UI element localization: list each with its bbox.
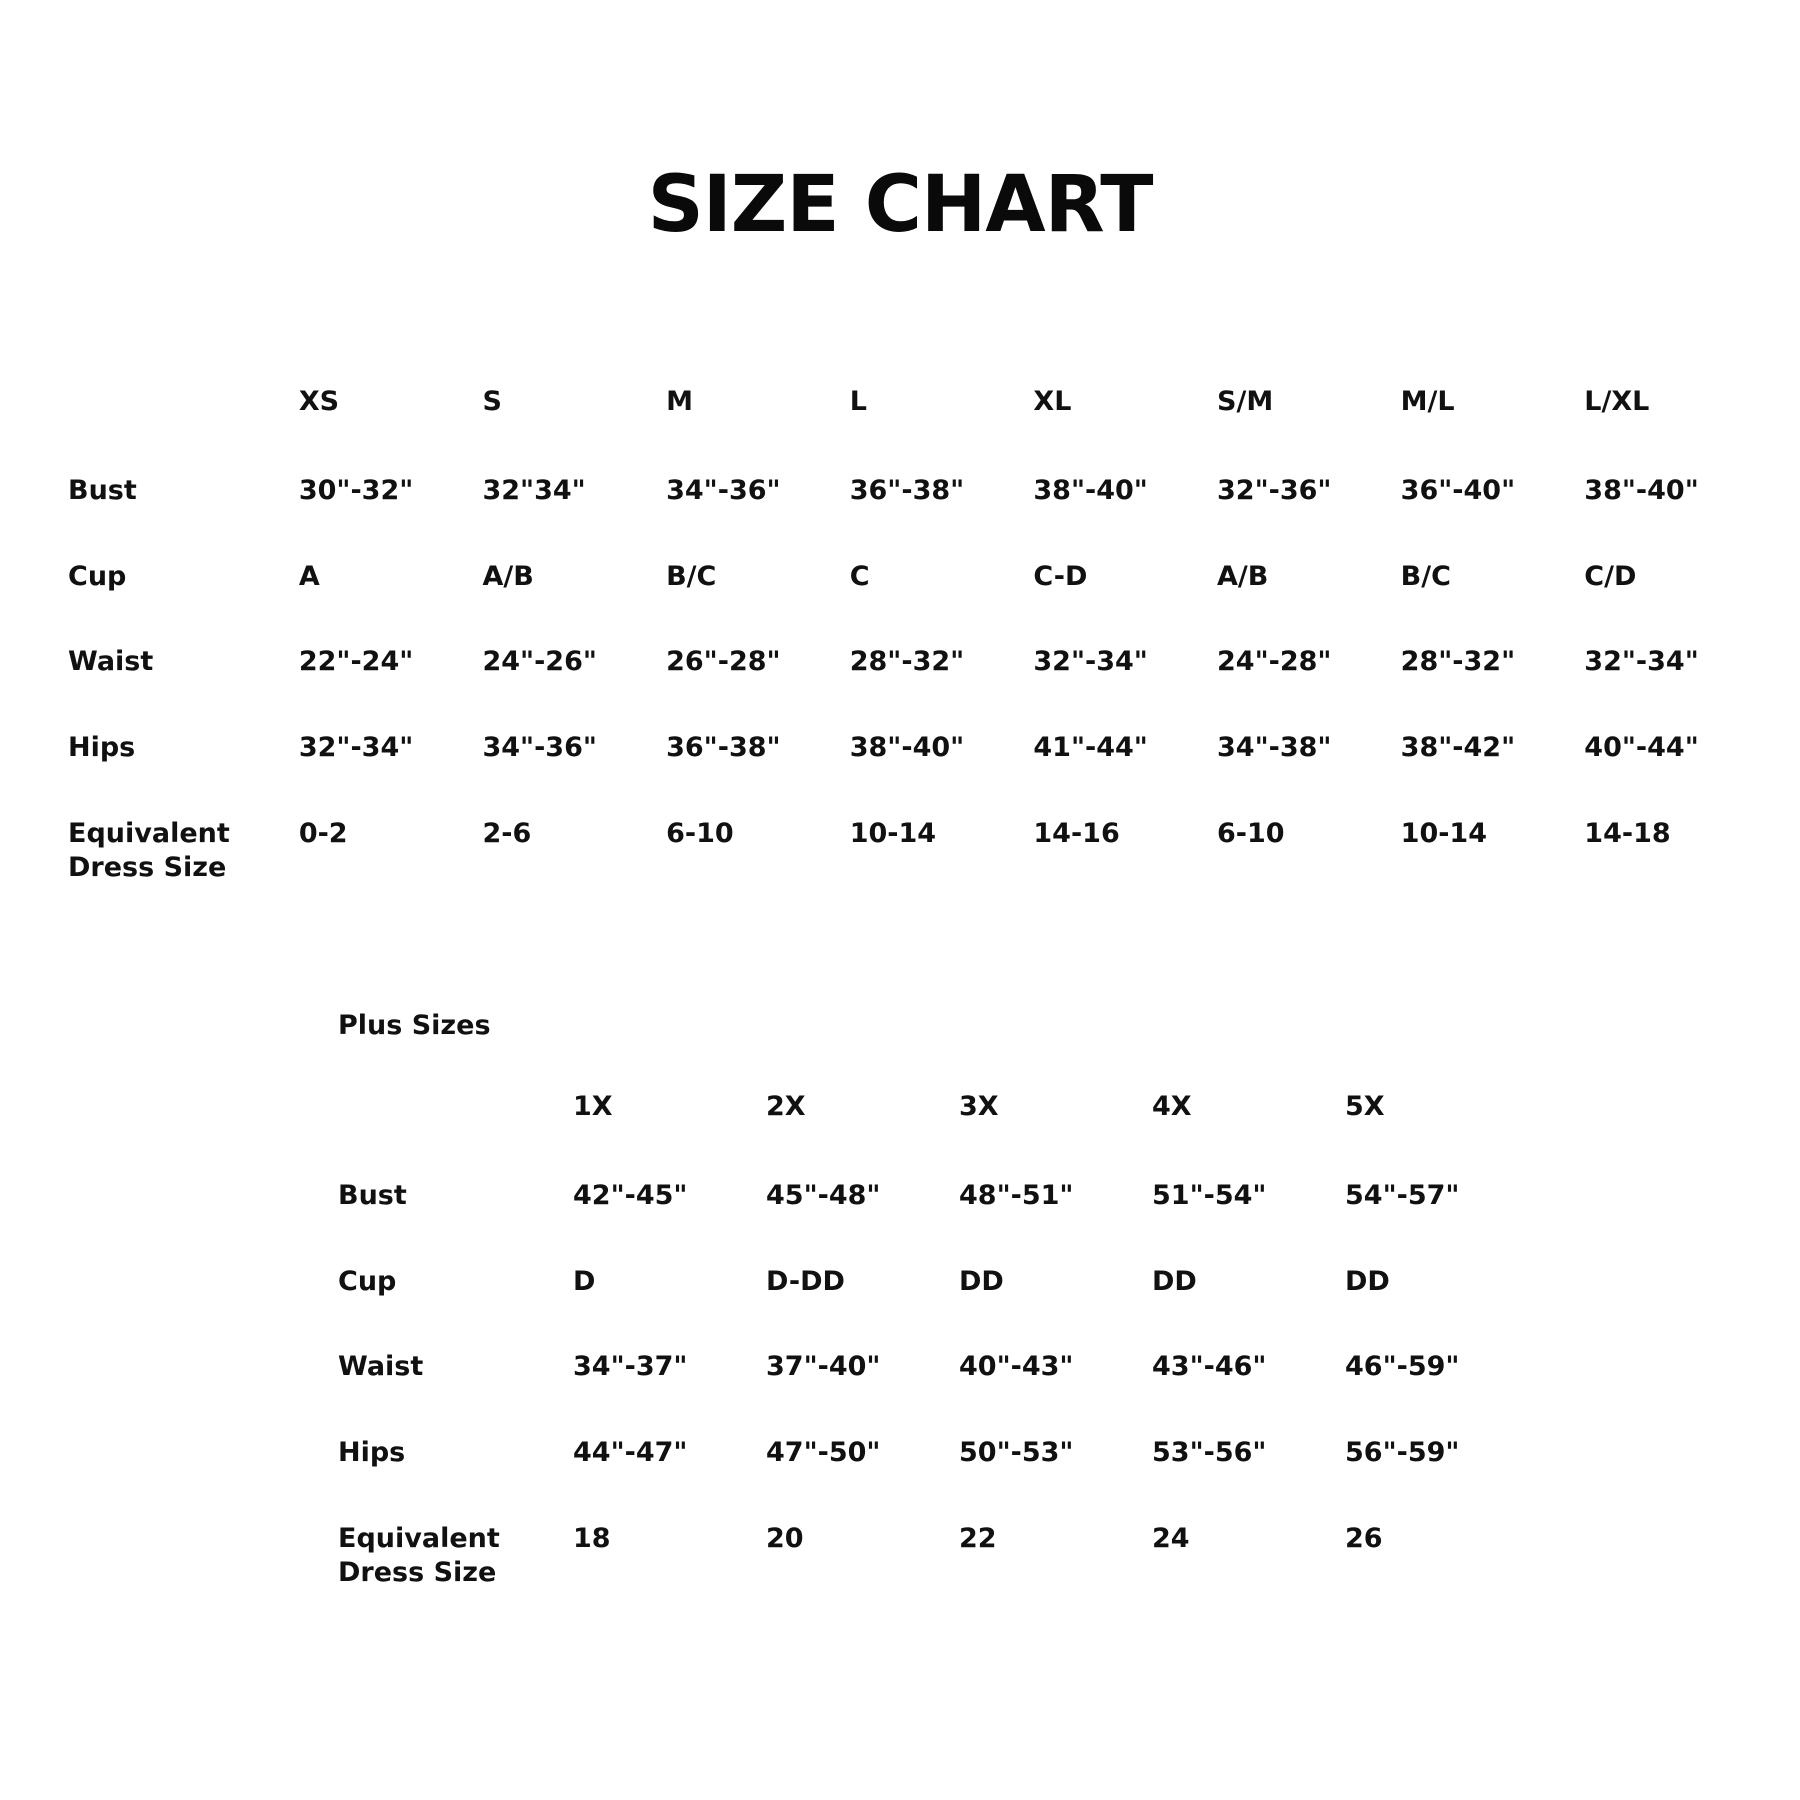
plus-cell-waist-3x: 40"-43" <box>959 1351 1074 1383</box>
plus-cell-cup-1x: D <box>573 1265 596 1297</box>
plus-table-corner-cell <box>338 1090 573 1179</box>
column-header-xl: XL <box>1033 386 1072 417</box>
cell-hips-s: 34"-36" <box>482 732 597 763</box>
cell-dress-l: 10-14 <box>849 817 937 849</box>
plus-row-label-bust: Bust <box>338 1179 407 1211</box>
row-label-waist: Waist <box>68 646 154 678</box>
plus-cell-cup-4x: DD <box>1152 1265 1197 1297</box>
plus-cell-hips-3x: 50"-53" <box>959 1437 1074 1468</box>
plus-row-label-line1: Equivalent <box>338 1522 500 1554</box>
cell-cup-l: C <box>849 560 870 592</box>
cell-waist-xl: 32"-34" <box>1033 646 1148 678</box>
plus-row-label-hips: Hips <box>338 1437 406 1468</box>
column-header-ml: M/L <box>1400 386 1455 417</box>
cell-dress-m: 6-10 <box>666 817 734 849</box>
cell-bust-lxl: 38"-40" <box>1584 474 1699 506</box>
cell-bust-xl: 38"-40" <box>1033 474 1148 506</box>
cell-cup-ml: B/C <box>1400 560 1451 592</box>
plus-cell-hips-5x: 56"-59" <box>1345 1437 1460 1468</box>
row-label-line2: Dress Size <box>68 851 227 883</box>
plus-row-label-waist: Waist <box>338 1351 424 1383</box>
cell-waist-lxl: 32"-34" <box>1584 646 1699 678</box>
table-row <box>68 560 1768 646</box>
table-row <box>68 817 1768 937</box>
cell-dress-sm: 6-10 <box>1217 817 1285 849</box>
plus-cell-cup-3x: DD <box>959 1265 1004 1297</box>
column-header-xs: XS <box>298 386 340 417</box>
cell-cup-lxl: C/D <box>1584 560 1637 592</box>
cell-bust-xs: 30"-32" <box>298 474 414 506</box>
row-label-cup: Cup <box>68 560 127 592</box>
plus-cell-dress-5x: 26 <box>1345 1522 1383 1554</box>
column-header-2x: 2X <box>766 1091 806 1122</box>
cell-hips-xl: 41"-44" <box>1033 732 1148 763</box>
plus-cell-dress-1x: 18 <box>573 1522 611 1554</box>
plus-cell-waist-1x: 34"-37" <box>573 1351 688 1383</box>
column-header-l: L <box>849 386 867 417</box>
plus-row-label-line2: Dress Size <box>338 1556 497 1588</box>
cell-bust-ml: 36"-40" <box>1400 474 1516 506</box>
plus-cell-dress-3x: 22 <box>959 1522 997 1554</box>
page-title: SIZE CHART <box>647 160 1153 250</box>
cell-waist-ml: 28"-32" <box>1400 646 1516 678</box>
plus-cell-bust-4x: 51"-54" <box>1152 1179 1267 1211</box>
plus-row-label-cup: Cup <box>338 1265 397 1297</box>
table-header-row <box>68 385 1768 474</box>
cell-waist-xs: 22"-24" <box>298 646 414 678</box>
cell-cup-m: B/C <box>666 560 717 592</box>
cell-hips-sm: 34"-38" <box>1217 732 1332 763</box>
cell-hips-l: 38"-40" <box>849 732 965 763</box>
cell-waist-m: 26"-28" <box>666 646 781 678</box>
column-header-1x: 1X <box>573 1091 613 1122</box>
plus-row-label-equivalent-dress-size <box>338 1522 573 1642</box>
cell-dress-xl: 14-16 <box>1033 817 1120 849</box>
table-row <box>338 1350 1538 1436</box>
table-row <box>68 645 1768 731</box>
column-header-m: M <box>666 386 693 417</box>
table-row <box>68 474 1768 560</box>
table-header-row <box>338 1090 1538 1179</box>
table-row <box>68 731 1768 817</box>
cell-cup-xs: A <box>298 560 320 592</box>
plus-cell-dress-2x: 20 <box>766 1522 804 1554</box>
table-row <box>338 1522 1538 1642</box>
plus-size-table <box>338 1090 1538 1641</box>
table-row <box>338 1265 1538 1351</box>
column-header-3x: 3X <box>959 1091 999 1122</box>
plus-cell-hips-2x: 47"-50" <box>766 1437 881 1468</box>
column-header-s: S <box>482 386 502 417</box>
cell-dress-s: 2-6 <box>482 817 532 849</box>
plus-cell-waist-4x: 43"-46" <box>1152 1351 1267 1383</box>
cell-hips-ml: 38"-42" <box>1400 732 1516 763</box>
cell-waist-l: 28"-32" <box>849 646 965 678</box>
cell-hips-xs: 32"-34" <box>298 732 414 763</box>
column-header-sm: S/M <box>1217 386 1274 417</box>
column-header-lxl: L/XL <box>1584 386 1650 417</box>
row-label-equivalent-dress-size <box>68 817 299 937</box>
plus-cell-waist-5x: 46"-59" <box>1345 1351 1460 1383</box>
cell-cup-xl: C-D <box>1033 560 1088 592</box>
plus-cell-cup-5x: DD <box>1345 1265 1390 1297</box>
cell-bust-m: 34"-36" <box>666 474 781 506</box>
row-label-bust: Bust <box>68 474 137 506</box>
cell-bust-s: 32"34" <box>482 474 586 506</box>
plus-cell-dress-4x: 24 <box>1152 1522 1190 1554</box>
plus-sizes-heading: Plus Sizes <box>338 1010 491 1041</box>
table-corner-cell <box>68 385 299 474</box>
row-label-hips: Hips <box>68 732 136 763</box>
plus-cell-bust-2x: 45"-48" <box>766 1179 881 1211</box>
plus-cell-hips-4x: 53"-56" <box>1152 1437 1267 1468</box>
plus-cell-waist-2x: 37"-40" <box>766 1351 881 1383</box>
cell-bust-sm: 32"-36" <box>1217 474 1332 506</box>
cell-cup-sm: A/B <box>1217 560 1269 592</box>
cell-dress-ml: 10-14 <box>1400 817 1488 849</box>
plus-cell-bust-5x: 54"-57" <box>1345 1179 1460 1211</box>
plus-cell-bust-1x: 42"-45" <box>573 1179 688 1211</box>
table-row <box>338 1436 1538 1522</box>
plus-cell-cup-2x: D-DD <box>766 1265 845 1297</box>
standard-size-table <box>68 385 1768 936</box>
table-row <box>338 1179 1538 1265</box>
plus-cell-hips-1x: 44"-47" <box>573 1437 688 1468</box>
cell-waist-sm: 24"-28" <box>1217 646 1332 678</box>
cell-cup-s: A/B <box>482 560 534 592</box>
row-label-line1: Equivalent <box>68 817 230 849</box>
column-header-5x: 5X <box>1345 1091 1385 1122</box>
cell-hips-lxl: 40"-44" <box>1584 732 1699 763</box>
cell-waist-s: 24"-26" <box>482 646 597 678</box>
plus-cell-bust-3x: 48"-51" <box>959 1179 1074 1211</box>
cell-bust-l: 36"-38" <box>849 474 965 506</box>
cell-dress-xs: 0-2 <box>298 817 348 849</box>
cell-hips-m: 36"-38" <box>666 732 781 763</box>
column-header-4x: 4X <box>1152 1091 1192 1122</box>
cell-dress-lxl: 14-18 <box>1584 817 1671 849</box>
